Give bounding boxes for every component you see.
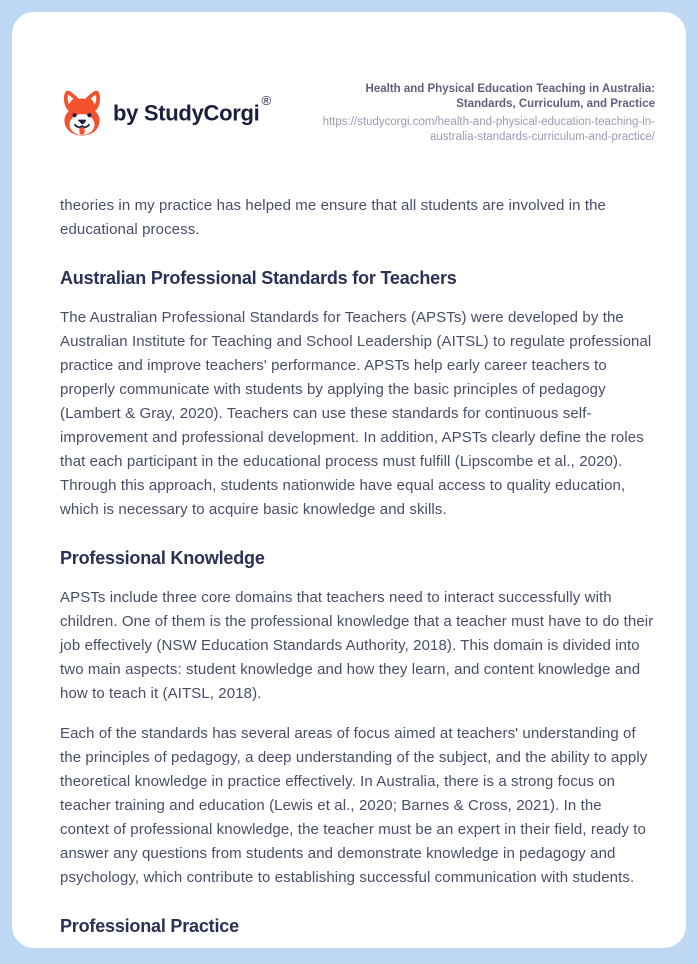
document-meta	[321, 82, 655, 144]
document-title: Health and Physical Education Teaching in Australia: Standards, Curriculum, and Practice	[365, 83, 655, 110]
section-body	[60, 306, 654, 522]
paragraph: Each of the standards has several areas of focus aimed at teachers' understanding of the principles of pedagogy, a deep understanding of the subject, and the ability to apply theoretical knowledge in practice effectively. In Australia, there is a strong focus on teacher training and education (Lewis et al., 2020; Barnes & Cross, 2021). In the context of professional knowledge, the teacher must be an expert in their field, ready to answer any questions from students and demonstrate knowledge in pedagogy and psychology, which contribute to establishing successful communication with students.	[60, 725, 648, 886]
section-body	[60, 586, 654, 890]
section-heading: Professional Practice	[60, 916, 239, 936]
document-url-link[interactable]: https://studycorgi.com/health-and-physical-education-teaching-in-australia-standards-curriculum-and-practice/	[322, 116, 655, 143]
article-section	[60, 548, 654, 890]
document-card	[12, 12, 686, 948]
article-body	[60, 194, 654, 937]
document-header	[60, 82, 655, 144]
corgi-icon	[60, 88, 104, 138]
section-heading: Australian Professional Standards for Teachers	[60, 268, 457, 288]
intro-continuation-paragraph: theories in my practice has helped me ensure that all students are involved in the educational process.	[60, 197, 607, 238]
brand-wordmark	[113, 92, 271, 126]
paragraph: APSTs include three core domains that teachers need to interact successfully with children. One of them is the professional knowledge that a teacher must have to do their job effectively (NSW Education Standards Authority, 2018). This domain is divided into two main aspects: student knowledge and how they learn, and content knowledge and how to teach it (AITSL, 2018).	[60, 589, 654, 702]
brand-wordmark-text: by StudyCorgi	[113, 100, 260, 126]
registered-trademark-symbol: ®	[261, 92, 271, 108]
article-section	[60, 268, 654, 522]
article-section	[60, 916, 654, 937]
paragraph: The Australian Professional Standards for Teachers (APSTs) were developed by the Australian Institute for Teaching and School Leadership (AITSL) to regulate professional practice and improve teachers' performance. APSTs help early career teachers to properly communicate with students by applying the basic principles of pedagogy (Lambert & Gray, 2020). Teachers can use these standards for continuous self-improvement and professional development. In addition, APSTs clearly define the roles that each participant in the educational process must fulfill (Lipscombe et al., 2020). Through this approach, students nationwide have equal access to quality education, which is necessary to acquire basic knowledge and skills.	[60, 309, 652, 518]
studycorgi-brand	[60, 88, 271, 138]
section-heading: Professional Knowledge	[60, 548, 265, 568]
